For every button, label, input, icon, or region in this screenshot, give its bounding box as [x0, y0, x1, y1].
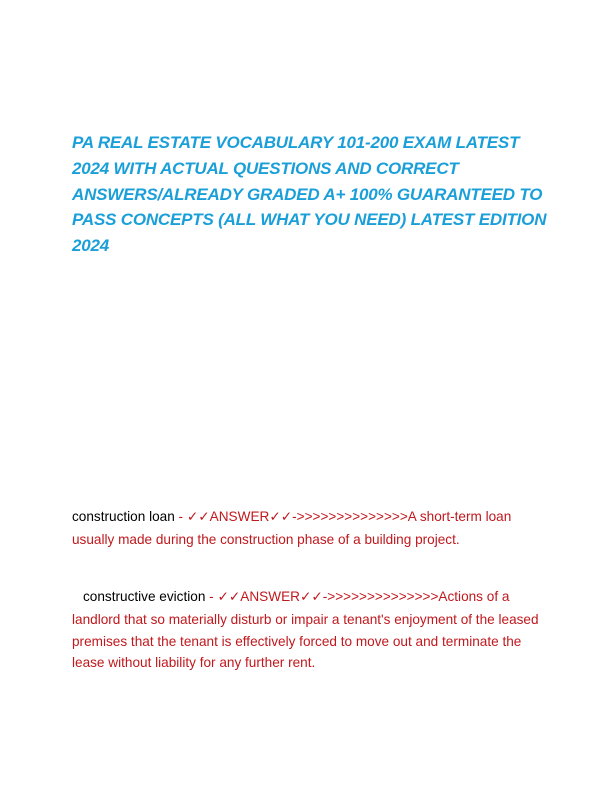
answer-label: ANSWER: [240, 589, 300, 604]
vocab-entry: [72, 506, 542, 551]
entry-term: constructive eviction: [83, 589, 206, 604]
check-mark-icon: ✓✓: [269, 509, 293, 525]
answer-arrow: ->>>>>>>>>>>>>>: [292, 509, 408, 524]
check-mark-icon: ✓✓: [217, 589, 241, 605]
entry-separator: -: [205, 589, 218, 604]
answer-arrow: ->>>>>>>>>>>>>>: [322, 589, 439, 604]
answer-label: ANSWER: [209, 509, 270, 524]
vocab-entry: [72, 586, 542, 674]
entry-term: construction loan: [72, 509, 175, 524]
document-title: PA REAL ESTATE VOCABULARY 101-200 EXAM LATEST 2024 WITH ACTUAL QUESTIONS AND CORRECT ANSWERS/ALREADY GRADED A+ 100% GUARANTEED TO PASS CONCEPTS (ALL WHAT YOU NEED) LATEST EDITION 2024: [72, 133, 547, 256]
entry-definition: Actions of a landlord that so materially disturb or impair a tenant's enjoyment of the leased premises that the tenant is effectively forced to move out and terminate the lease without liability for any further rent.: [72, 589, 539, 671]
entry-definition: A short-term loan usually made during the construction phase of a building project.: [72, 509, 512, 547]
check-mark-icon: ✓✓: [299, 589, 323, 605]
entry-separator: -: [174, 509, 187, 524]
check-mark-icon: ✓✓: [186, 509, 210, 525]
